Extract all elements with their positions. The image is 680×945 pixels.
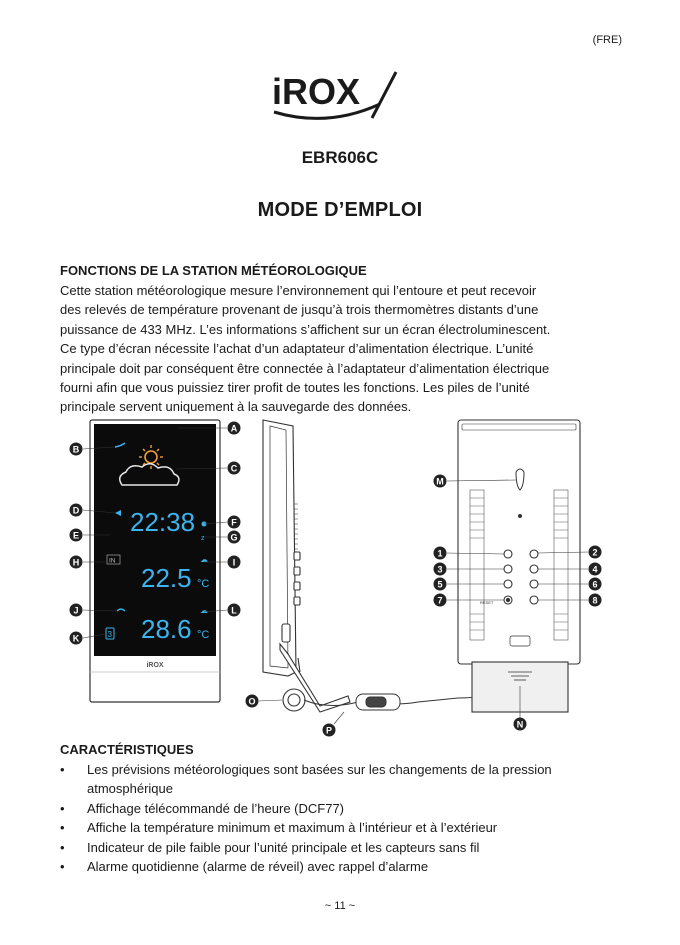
back-button-3 [504, 565, 512, 573]
svg-text:8: 8 [592, 595, 598, 606]
callout-h [70, 556, 83, 569]
back-button-6 [530, 580, 538, 588]
svg-text:P: P [325, 725, 333, 736]
callout-6 [589, 578, 602, 591]
svg-text:K: K [72, 633, 80, 644]
svg-text:2: 2 [592, 547, 598, 558]
svg-text:1: 1 [437, 548, 443, 559]
callout-c [228, 462, 241, 475]
callout-m [434, 475, 447, 488]
page-title: MODE D’EMPLOI [257, 199, 423, 221]
para-line: principale doit par conséquent être connectée à l’adaptateur d’alimentation électrique [60, 360, 550, 376]
svg-text:N: N [516, 719, 524, 730]
callout-a [228, 422, 241, 435]
logo-text: iROX [272, 71, 361, 112]
callout-l [228, 604, 241, 617]
callout-b [70, 443, 83, 456]
para-line: puissance de 433 MHz. L’es informations s’affichent sur un écran électroluminescent. [60, 321, 551, 337]
callout-f [228, 516, 241, 529]
para-line: fourni afin que vous puissiez tirer profit de toutes les fonctions. Les piles de l’unité [60, 380, 530, 396]
model-number: EBR606C [301, 148, 379, 167]
channel-number: 3 [107, 630, 112, 639]
list-item: • Alarme quotidienne (alarme de réveil) avec rappel d’alarme [60, 857, 620, 876]
callout-2 [589, 546, 602, 559]
trend-icon: ☁ [200, 555, 208, 564]
callout-3 [434, 563, 447, 576]
callout-e [70, 529, 83, 542]
indoor-unit: °C [197, 578, 210, 590]
lcd-indoor-temp: 22.5 [141, 563, 192, 593]
callout-n [514, 718, 527, 731]
svg-text:I: I [232, 557, 236, 568]
bullet: • [60, 839, 65, 855]
features-heading: CARACTÉRISTIQUES [60, 742, 194, 757]
svg-text:4: 4 [592, 564, 598, 575]
functions-heading: FONCTIONS DE LA STATION MÉTÉOROLOGIQUE [60, 263, 367, 278]
svg-text:E: E [72, 530, 80, 541]
back-button-1 [504, 550, 512, 558]
svg-text:3: 3 [437, 564, 443, 575]
svg-text:F: F [231, 517, 237, 528]
svg-text:G: G [230, 532, 238, 543]
para-line: Cette station météorologique mesure l’environnement qui l’entoure et peut recevoir [60, 283, 537, 298]
svg-text:7: 7 [437, 595, 443, 606]
svg-text:C: C [230, 463, 238, 474]
callout-7 [434, 594, 447, 607]
functions-section [60, 262, 620, 417]
features-section [60, 741, 620, 876]
back-button-8 [530, 596, 538, 604]
svg-text:D: D [72, 505, 80, 516]
callout-1 [434, 547, 447, 560]
svg-text:A: A [230, 423, 238, 434]
svg-text:6: 6 [592, 579, 598, 590]
page-number: ~ 11 ~ [324, 900, 356, 912]
svg-text:5: 5 [437, 579, 443, 590]
back-button-5 [504, 580, 512, 588]
snooze-icon: z [201, 535, 205, 542]
svg-text:M: M [436, 476, 444, 487]
callout-g [228, 531, 241, 544]
callout-o [246, 695, 259, 708]
features-list [60, 760, 620, 876]
outdoor-unit: °C [197, 629, 210, 641]
svg-text:O: O [248, 696, 256, 707]
bullet: • [60, 800, 65, 816]
bullet: • [60, 859, 65, 875]
svg-text:L: L [231, 605, 237, 616]
back-button-4 [530, 565, 538, 573]
callout-4 [589, 563, 602, 576]
reset-label: RESET [480, 600, 494, 605]
front-brand: iROX [146, 662, 164, 669]
language-code: (FRE) [592, 34, 622, 46]
callout-i [228, 556, 241, 569]
lcd-outdoor-temp: 28.6 [141, 614, 192, 644]
svg-text:B: B [72, 444, 80, 455]
list-item: • Affichage télécommandé de l’heure (DCF77) [60, 799, 620, 818]
outdoor-trend-icon: ☁ [200, 606, 208, 615]
back-button-2 [530, 550, 538, 558]
callout-j [70, 604, 83, 617]
para-line: Ce type d’écran nécessite l’achat d’un adaptateur d’alimentation électrique. L’unité [60, 341, 534, 357]
callout-p [323, 724, 336, 737]
lcd-time: 22:38 [130, 507, 196, 537]
para-line: des relevés de température provenant de jusqu’à trois thermomètres distants d’une [60, 302, 539, 318]
list-item: • Affiche la température minimum et maximum à l’intérieur et à l’extérieur [60, 818, 620, 837]
product-diagram [58, 414, 628, 739]
callout-8 [589, 594, 602, 607]
callout-k [70, 632, 83, 645]
front-view [90, 420, 220, 702]
power-plug [356, 694, 400, 710]
bullet: • [60, 762, 65, 777]
irox-logo [268, 58, 408, 126]
back-view [458, 420, 580, 712]
svg-text:J: J [73, 605, 79, 616]
para-line: principale servent uniquement à la sauvegarde des données. [60, 399, 412, 415]
side-view [263, 420, 350, 712]
list-item: • Les prévisions météorologiques sont basées sur les changements de la pression atmosphérique [60, 762, 552, 797]
svg-text:H: H [72, 557, 80, 568]
callout-5 [434, 578, 447, 591]
in-label: IN [109, 557, 116, 565]
functions-paragraph [60, 281, 620, 417]
bullet: • [60, 820, 65, 836]
callout-d [70, 504, 83, 517]
list-item: • Indicateur de pile faible pour l’unité principale et les capteurs sans fil [60, 838, 620, 857]
